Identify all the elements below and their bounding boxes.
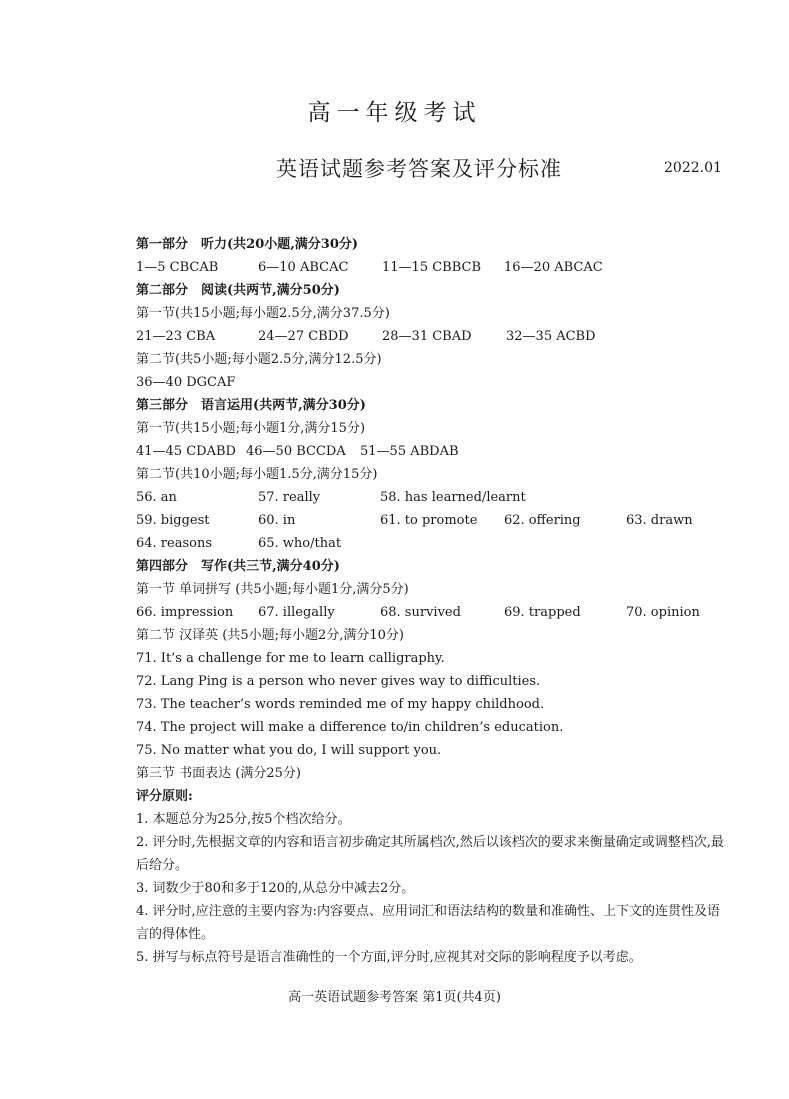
answer-item: 68. survived	[380, 605, 461, 620]
part4-section1-answers	[136, 601, 726, 624]
part4-section3-heading: 第三节 书面表达 (满分25分)	[136, 766, 301, 781]
part2-section2-heading: 第二节(共5小题;每小题2.5分,满分12.5分)	[136, 352, 382, 367]
answer-item: 63. drawn	[626, 513, 693, 528]
answer-item: 69. trapped	[504, 605, 581, 620]
page-footer: 高一英语试题参考答案 第1页(共4页)	[288, 990, 501, 1005]
part3-section2-heading: 第二节(共10小题;每小题1.5分,满分15分)	[136, 467, 378, 482]
answer-item: 61. to promote	[380, 513, 478, 528]
answer-group: 51—55 ABDAB	[360, 444, 459, 459]
answer-group: 32—35 ACBD	[506, 329, 596, 344]
answer-item: 56. an	[136, 490, 177, 505]
part1-heading: 第一部分 听力(共20小题,满分30分)	[136, 237, 359, 252]
answer-item: 70. opinion	[626, 605, 700, 620]
answer-group: 16—20 ABCAC	[504, 260, 603, 275]
answer-item: 64. reasons	[136, 536, 213, 551]
part2-section1-heading: 第一节(共15小题;每小题2.5分,满分37.5分)	[136, 306, 390, 321]
principle-item: 3. 词数少于80和多于120的,从总分中减去2分。	[136, 881, 415, 896]
part4-section1-heading: 第一节 单词拼写 (共5小题;每小题1分,满分5分)	[136, 582, 409, 597]
document-date: 2022.01	[664, 160, 722, 176]
answer-item: 60. in	[258, 513, 296, 528]
part4-heading: 第四部分 写作(共三节,满分40分)	[136, 559, 340, 574]
principle-item: 4. 评分时,应注意的主要内容为:内容要点、应用词汇和语法结构的数量和准确性、上下文的连贯性及语言的得体性。	[136, 904, 721, 942]
answer-group: 28—31 CBAD	[382, 329, 472, 344]
principles-heading: 评分原则:	[136, 789, 193, 804]
part3-section1-answers	[136, 440, 726, 463]
part2-section1-answers	[136, 325, 726, 348]
answer-item: 65. who/that	[258, 536, 342, 551]
document-subtitle: 英语试题参考答案及评分标准	[276, 157, 562, 181]
principle-item: 5. 拼写与标点符号是语言准确性的一个方面,评分时,应视其对交际的影响程度予以考虑。	[136, 950, 642, 965]
answer-group: 46—50 BCCDA	[246, 444, 346, 459]
answer-group: 11—15 CBBCB	[382, 260, 482, 275]
translation-sentence: 71. It’s a challenge for me to learn calligraphy.	[136, 651, 445, 666]
translation-sentence: 72. Lang Ping is a person who never gives way to difficulties.	[136, 674, 541, 689]
answer-group: 21—23 CBA	[136, 329, 216, 344]
answer-item: 66. impression	[136, 605, 234, 620]
part3-section2-row1	[136, 486, 726, 509]
part3-section1-heading: 第一节(共15小题;每小题1分,满分15分)	[136, 421, 366, 436]
answer-item: 59. biggest	[136, 513, 210, 528]
document-title: 高一年级考试	[307, 100, 482, 126]
translation-sentence: 73. The teacher’s words reminded me of my happy childhood.	[136, 697, 545, 712]
answer-item: 67. illegally	[258, 605, 335, 620]
part3-heading: 第三部分 语言运用(共两节,满分30分)	[136, 398, 366, 413]
part1-answers	[136, 256, 726, 279]
translation-sentence: 74. The project will make a difference to/in children’s education.	[136, 720, 564, 735]
answer-group: 24—27 CBDD	[258, 329, 349, 344]
answer-group: 6—10 ABCAC	[258, 260, 349, 275]
answer-group: 41—45 CDABD	[136, 444, 236, 459]
part3-section2-row3	[136, 532, 726, 555]
answer-item: 62. offering	[504, 513, 581, 528]
part4-section2-heading: 第二节 汉译英 (共5小题;每小题2分,满分10分)	[136, 628, 405, 643]
answer-key-content	[136, 233, 726, 969]
answer-group: 1—5 CBCAB	[136, 260, 219, 275]
part2-section2-answers: 36—40 DGCAF	[136, 375, 236, 390]
principle-item: 2. 评分时,先根据文章的内容和语言初步确定其所属档次,然后以该档次的要求来衡量确定或调整档次,最后给分。	[136, 835, 724, 873]
answer-item: 57. really	[258, 490, 321, 505]
part3-section2-row2	[136, 509, 726, 532]
answer-item: 58. has learned/learnt	[380, 490, 526, 505]
principle-item: 1. 本题总分为25分,按5个档次给分。	[136, 812, 351, 827]
part2-heading: 第二部分 阅读(共两节,满分50分)	[136, 283, 340, 298]
translation-sentence: 75. No matter what you do, I will support you.	[136, 743, 442, 758]
